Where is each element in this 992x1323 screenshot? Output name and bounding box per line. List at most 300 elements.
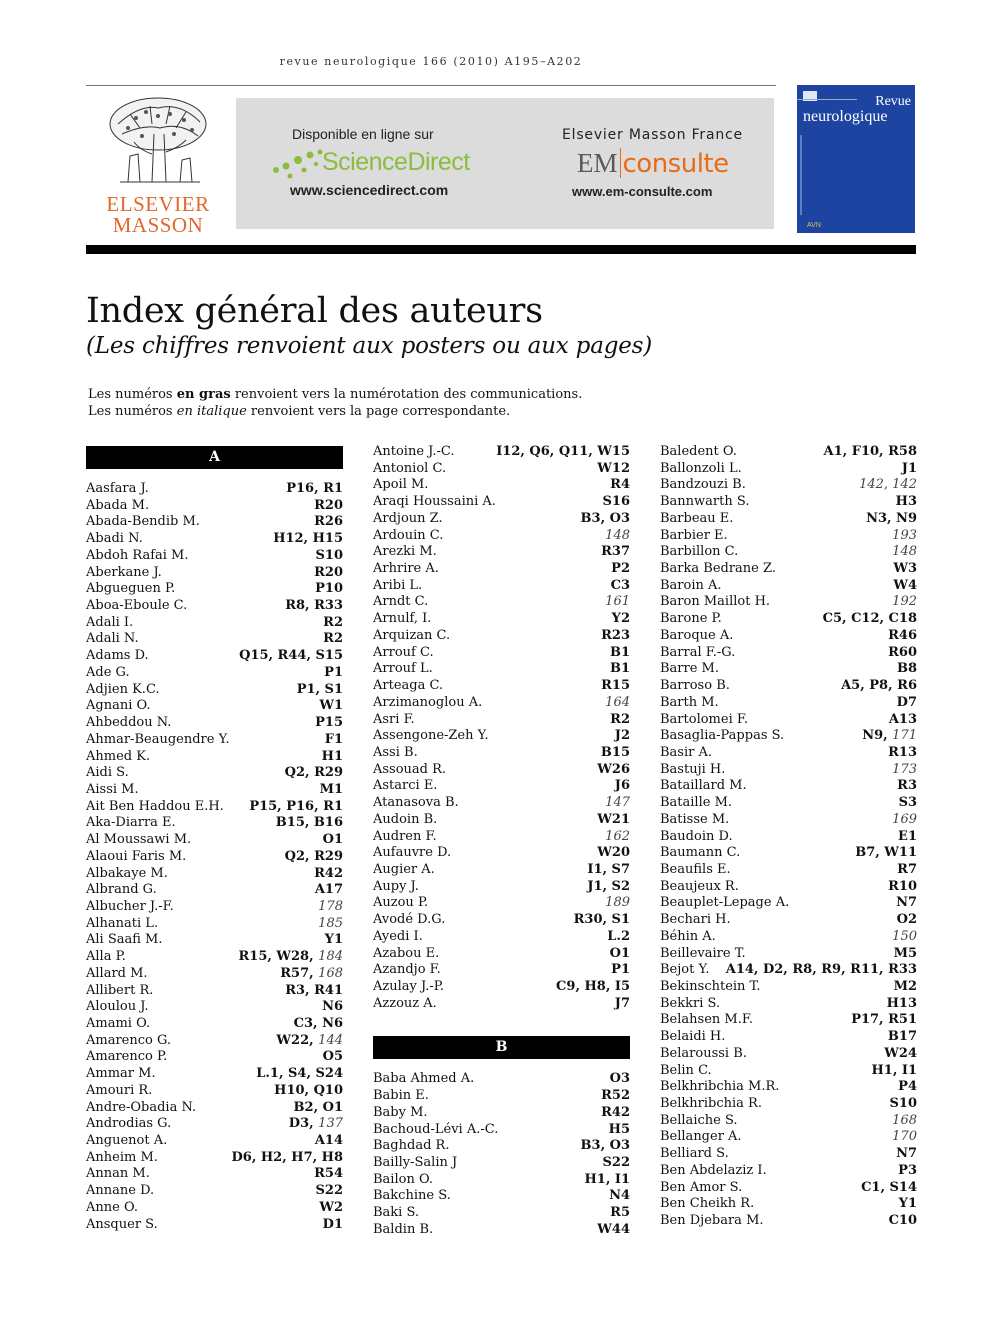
index-entry (86, 899, 343, 916)
author-refs (610, 946, 630, 963)
em-wordmark: EM (577, 148, 618, 178)
bold-refs: H13 (886, 995, 917, 1011)
author-refs (871, 1063, 917, 1080)
index-entry (660, 845, 917, 862)
author-name: Barbeau E. (660, 510, 734, 526)
bold-refs: W26 (597, 761, 630, 777)
author-refs (315, 882, 343, 899)
author-name: Albucher J.-F. (86, 898, 174, 914)
index-entry (373, 628, 630, 645)
author-name: Belliard S. (660, 1146, 729, 1162)
author-name: Beauplet-Lepage A. (660, 895, 790, 911)
author-refs (274, 1083, 343, 1100)
italic-page-refs: 178 (318, 898, 343, 914)
index-entry (660, 979, 917, 996)
author-name: Amouri R. (86, 1082, 153, 1098)
author-refs (581, 511, 630, 528)
author-refs (605, 829, 630, 846)
author-name: Ali Saafi M. (86, 932, 163, 948)
author-refs (325, 732, 343, 749)
author-refs (325, 932, 343, 949)
author-name: Beaujeux R. (660, 878, 739, 894)
author-name: Adali N. (86, 631, 139, 647)
bold-refs: B17 (887, 1029, 917, 1045)
index-entry (86, 1016, 343, 1033)
author-refs (893, 561, 917, 578)
note2-text-c: renvoient vers la page correspondante. (246, 404, 511, 419)
author-refs (273, 531, 343, 548)
bold-refs: W12 (597, 460, 630, 476)
author-name: Aloulou J. (86, 999, 149, 1015)
index-entry (86, 1200, 343, 1217)
bold-refs: S3 (898, 795, 917, 811)
index-entry (86, 1116, 343, 1133)
bold-refs: P15 (315, 715, 343, 731)
index-entry (373, 461, 630, 478)
author-name: Baumann C. (660, 845, 741, 861)
author-refs (597, 461, 630, 478)
author-name: Arezki M. (373, 544, 437, 560)
bold-refs: J2 (614, 728, 630, 744)
index-entry (86, 1100, 343, 1117)
author-refs (285, 849, 343, 866)
page-title: Index général des auteurs (86, 291, 543, 331)
author-name: Ait Ben Haddou E.H. (86, 798, 224, 814)
bold-refs: W44 (597, 1221, 630, 1237)
author-name: Aberkane J. (86, 564, 162, 580)
index-entry (373, 645, 630, 662)
author-name: Audoin B. (373, 811, 438, 827)
author-name: Adjien K.C. (86, 681, 160, 697)
author-refs (898, 1163, 917, 1180)
author-refs (611, 561, 630, 578)
index-entry (86, 1049, 343, 1066)
index-entry (660, 1113, 917, 1130)
author-refs (316, 1183, 343, 1200)
author-refs (323, 832, 343, 849)
author-name: Albakaye M. (86, 865, 168, 881)
author-name: Bekkri S. (660, 995, 721, 1011)
index-entry (86, 799, 343, 816)
author-name: Aribi L. (373, 577, 423, 593)
author-refs (322, 999, 343, 1016)
index-entry (86, 514, 343, 531)
bold-refs: M2 (893, 979, 917, 994)
index-entry (373, 795, 630, 812)
author-refs (888, 628, 917, 645)
bold-refs: P15, P16, R1 (249, 798, 343, 814)
author-refs (892, 1129, 917, 1146)
author-name: Ben Amor S. (660, 1179, 743, 1195)
author-refs (610, 712, 630, 729)
author-refs (601, 745, 630, 762)
author-refs (892, 762, 917, 779)
bold-refs: P3 (898, 1162, 917, 1178)
author-refs (319, 698, 343, 715)
index-entry (373, 1155, 630, 1172)
author-name: Asri F. (373, 711, 415, 727)
index-entry (660, 812, 917, 829)
author-name: Bachoud-Lévi A.-C. (373, 1121, 499, 1137)
em-publisher-label: Elsevier Masson France (562, 127, 743, 143)
index-entry (86, 882, 343, 899)
bold-refs: S10 (889, 1096, 917, 1112)
author-name: Baki S. (373, 1205, 420, 1221)
bold-refs: R3, R41 (285, 982, 343, 998)
bold-refs: J6 (614, 778, 630, 794)
author-refs (249, 799, 343, 816)
bold-refs: R2 (610, 711, 630, 727)
author-name: Arrouf L. (373, 661, 433, 677)
bold-refs: R52 (601, 1088, 630, 1104)
author-refs (496, 444, 630, 461)
author-refs (232, 1150, 343, 1167)
author-name: Ben Abdelaziz I. (660, 1162, 767, 1178)
author-name: Aasfara J. (86, 481, 149, 496)
author-name: Arndt C. (373, 594, 429, 610)
author-name: Ahmed K. (86, 748, 151, 764)
author-refs (607, 929, 630, 946)
index-entry (373, 829, 630, 846)
author-name: Baghdad R. (373, 1138, 450, 1154)
index-entry (660, 1063, 917, 1080)
author-name: Belkhribchia M.R. (660, 1079, 780, 1095)
index-entry (86, 849, 343, 866)
author-name: Araqi Houssaini A. (373, 494, 496, 510)
index-entry (373, 745, 630, 762)
bold-refs: C5, C12, C18 (822, 611, 917, 627)
index-entry (373, 611, 630, 628)
index-column-3 (660, 444, 917, 1230)
author-refs (323, 631, 343, 648)
index-entry (373, 578, 630, 595)
bold-refs: I1, S7 (587, 861, 630, 877)
bold-refs: N7 (896, 895, 917, 911)
bold-refs: B2, O1 (293, 1099, 343, 1115)
index-entry (86, 1183, 343, 1200)
index-entry (660, 962, 917, 979)
index-entry (373, 962, 630, 979)
author-refs (597, 812, 630, 829)
author-refs (601, 1088, 630, 1105)
author-name: Arzimanoglou A. (373, 694, 483, 710)
bold-refs: I12, Q6, Q11, W15 (496, 444, 630, 459)
author-name: Abadi N. (86, 531, 143, 547)
author-name: Aissi M. (86, 781, 139, 797)
index-entry (86, 565, 343, 582)
author-name: Basaglia-Pappas S. (660, 728, 785, 744)
author-name: Azabou E. (373, 945, 440, 961)
index-entry (373, 1172, 630, 1189)
index-entry (373, 1138, 630, 1155)
index-entry (660, 1046, 917, 1063)
author-name: Bejot Y. (660, 962, 710, 978)
author-refs (320, 782, 343, 799)
index-entry (86, 966, 343, 983)
index-entry (660, 645, 917, 662)
author-name: Bartolomei F. (660, 711, 748, 727)
index-entry (86, 732, 343, 749)
index-entry (373, 762, 630, 779)
index-entry (86, 665, 343, 682)
italic-page-refs: 171 (892, 728, 917, 744)
index-entry (373, 912, 630, 929)
masson-wordmark: MASSON (112, 213, 204, 237)
index-entry (660, 461, 917, 478)
bold-refs: A17 (314, 882, 343, 898)
author-name: Azandjo F. (373, 962, 441, 978)
author-refs (859, 477, 917, 494)
index-entry (86, 548, 343, 565)
author-refs (610, 661, 630, 678)
author-refs (902, 461, 917, 478)
index-entry (86, 581, 343, 598)
author-name: Al Moussawi M. (86, 832, 192, 848)
author-name: Belahsen M.F. (660, 1012, 753, 1028)
author-name: Alaoui Faris M. (86, 848, 187, 864)
bold-refs: R60 (888, 644, 917, 660)
author-refs (824, 444, 917, 461)
sciencedirect-wordmark: ScienceDirect (322, 148, 470, 176)
bold-refs: A5, P8, R6 (841, 678, 917, 694)
index-entry (86, 999, 343, 1016)
author-refs (314, 1166, 343, 1183)
index-entry (373, 728, 630, 745)
index-entry (660, 912, 917, 929)
sd-available-label: Disponible en ligne sur (292, 126, 434, 142)
author-name: Atanasova B. (373, 795, 459, 811)
author-name: Bastuji H. (660, 761, 726, 777)
bold-refs: R13 (888, 744, 917, 760)
author-refs (601, 678, 630, 695)
index-entry (660, 712, 917, 729)
author-name: Ben Djebara M. (660, 1213, 764, 1229)
italic-page-refs: 169 (892, 811, 917, 827)
index-entry (86, 815, 343, 832)
index-entry (373, 561, 630, 578)
index-entry (660, 1213, 917, 1230)
bold-refs: H10, Q10 (274, 1082, 343, 1098)
index-entry (660, 528, 917, 545)
author-name: Barbier E. (660, 527, 728, 543)
author-refs (574, 912, 630, 929)
author-name: Amarenco G. (86, 1032, 172, 1048)
index-entry (373, 862, 630, 879)
italic-page-refs: 144 (318, 1032, 343, 1048)
bold-refs: W20 (597, 845, 630, 861)
index-entry (86, 698, 343, 715)
cover-spine (800, 135, 802, 215)
author-name: Anheim M. (86, 1149, 158, 1165)
author-refs (285, 983, 343, 1000)
index-entry (660, 862, 917, 879)
author-name: Assengone-Zeh Y. (373, 728, 489, 744)
index-entry (86, 1150, 343, 1167)
emconsulte-url[interactable]: www.em-consulte.com (572, 184, 713, 199)
index-entry (660, 611, 917, 628)
index-entry (86, 531, 343, 548)
author-name: Assi B. (373, 744, 418, 760)
author-refs (899, 795, 917, 812)
index-entry (373, 494, 630, 511)
author-name: Bakchine S. (373, 1188, 451, 1204)
bold-refs: R20 (314, 564, 343, 580)
index-entry (86, 916, 343, 933)
author-refs (888, 745, 917, 762)
author-name: Barral F.-G. (660, 644, 736, 660)
index-entry (86, 832, 343, 849)
cover-badge: AVN (807, 222, 821, 229)
index-entry (86, 648, 343, 665)
author-name: Arteaga C. (373, 678, 444, 694)
bold-refs: R23 (601, 627, 630, 643)
bold-refs: O2 (896, 912, 917, 928)
bold-refs: A13 (888, 711, 917, 727)
bold-refs: H12, H15 (273, 531, 343, 547)
bold-refs: R42 (601, 1104, 630, 1120)
author-refs (894, 979, 917, 996)
bold-refs: P16, R1 (286, 481, 343, 496)
author-name: Androdias G. (86, 1116, 172, 1132)
author-refs (892, 929, 917, 946)
author-name: Ballonzoli L. (660, 460, 742, 476)
consulte-wordmark: consulte (622, 149, 729, 179)
running-head: revue neurologique 166 (2010) A195–A202 (279, 55, 583, 68)
index-entry (660, 1180, 917, 1197)
title-rule (86, 245, 916, 254)
bold-refs: R8, R33 (285, 598, 343, 614)
author-name: Belin C. (660, 1062, 712, 1078)
index-entry (660, 929, 917, 946)
author-name: Abgueguen P. (86, 581, 176, 597)
bold-refs: H1 (321, 748, 343, 764)
index-entry (660, 829, 917, 846)
bold-refs: P2 (611, 561, 630, 577)
note-italic (88, 404, 510, 420)
emconsulte-logo (577, 148, 729, 180)
author-name: Avodé D.G. (373, 912, 446, 928)
bold-refs: W1 (319, 698, 343, 714)
author-name: Beaufils E. (660, 861, 731, 877)
author-name: Albrand G. (86, 882, 157, 898)
bold-refs: S10 (315, 547, 343, 563)
bold-refs: R7 (897, 861, 917, 877)
author-refs (316, 548, 343, 565)
bold-refs: W22, (276, 1032, 319, 1048)
author-name: Batisse M. (660, 811, 730, 827)
author-refs (615, 778, 630, 795)
author-name: Baron Maillot H. (660, 594, 771, 610)
italic-page-refs: 148 (605, 527, 630, 543)
author-name: Adams D. (86, 648, 149, 664)
index-entry (373, 778, 630, 795)
author-refs (888, 879, 917, 896)
author-name: Aboa-Eboule C. (86, 598, 188, 614)
author-name: Abada-Bendib M. (86, 514, 200, 530)
author-refs (610, 1205, 630, 1222)
bold-refs: N6 (322, 999, 343, 1015)
index-entry (86, 715, 343, 732)
sciencedirect-url[interactable]: www.sciencedirect.com (290, 182, 449, 198)
author-refs (556, 979, 630, 996)
index-entry (660, 561, 917, 578)
bold-refs: B3, O3 (580, 1138, 630, 1154)
index-entry (86, 749, 343, 766)
bold-refs: B1 (609, 644, 630, 660)
author-name: Baby M. (373, 1104, 428, 1120)
author-name: Ansquer S. (86, 1216, 158, 1232)
index-entry (660, 1163, 917, 1180)
italic-page-refs: 164 (605, 694, 630, 710)
index-entry (373, 812, 630, 829)
bold-refs: R20 (314, 497, 343, 513)
index-entry (373, 845, 630, 862)
bold-refs: B15, B16 (275, 815, 343, 831)
author-refs (889, 712, 917, 729)
author-refs (615, 996, 630, 1013)
bold-refs: D7 (896, 694, 917, 710)
author-refs (285, 598, 343, 615)
italic-page-refs: 184 (318, 949, 343, 965)
index-entry (86, 598, 343, 615)
author-name: Arnulf, I. (373, 611, 432, 627)
author-name: Antoine J.-C. (373, 444, 455, 459)
author-name: Augier A. (373, 861, 435, 877)
author-name: Ammar M. (86, 1066, 156, 1082)
index-entry (373, 444, 630, 461)
author-name: Assouad R. (373, 761, 447, 777)
index-entry (660, 444, 917, 461)
index-entry (86, 682, 343, 699)
bold-refs: R5 (610, 1205, 630, 1221)
author-name: Anne O. (86, 1199, 138, 1215)
author-name: Ardouin C. (373, 527, 444, 543)
author-refs (318, 899, 343, 916)
bold-refs: A14 (314, 1133, 343, 1149)
em-separator (620, 148, 621, 178)
bold-refs: R10 (888, 878, 917, 894)
bold-refs: P4 (898, 1079, 917, 1095)
note1-text-c: renvoient vers la numérotation des communications. (230, 387, 583, 402)
note1-bold: en gras (176, 387, 231, 402)
author-refs (285, 765, 343, 782)
author-name: Allard M. (86, 965, 148, 981)
elsevier-wordmark: ELSEVIER (106, 192, 210, 216)
index-entry (373, 678, 630, 695)
index-entry (660, 678, 917, 695)
bold-refs: P1 (324, 664, 343, 680)
author-name: Bannwarth S. (660, 494, 750, 510)
italic-page-refs: 142, 142 (859, 477, 917, 493)
bold-refs: R2 (323, 631, 343, 647)
bold-refs: P10 (315, 581, 343, 597)
author-name: Allibert R. (86, 982, 154, 998)
author-name: Andre-Obadia N. (86, 1099, 197, 1115)
index-entry (660, 494, 917, 511)
bold-refs: P1 (611, 962, 630, 978)
author-refs (315, 581, 343, 598)
bold-refs: W2 (319, 1199, 343, 1215)
index-entry (373, 979, 630, 996)
author-refs (603, 494, 630, 511)
index-entry (86, 1217, 343, 1234)
bold-refs: C3, N6 (293, 1016, 343, 1031)
index-entry (373, 1122, 630, 1139)
italic-page-refs: 193 (892, 527, 917, 543)
author-refs (612, 611, 630, 628)
author-refs (605, 895, 630, 912)
author-name: Bechari H. (660, 912, 731, 928)
